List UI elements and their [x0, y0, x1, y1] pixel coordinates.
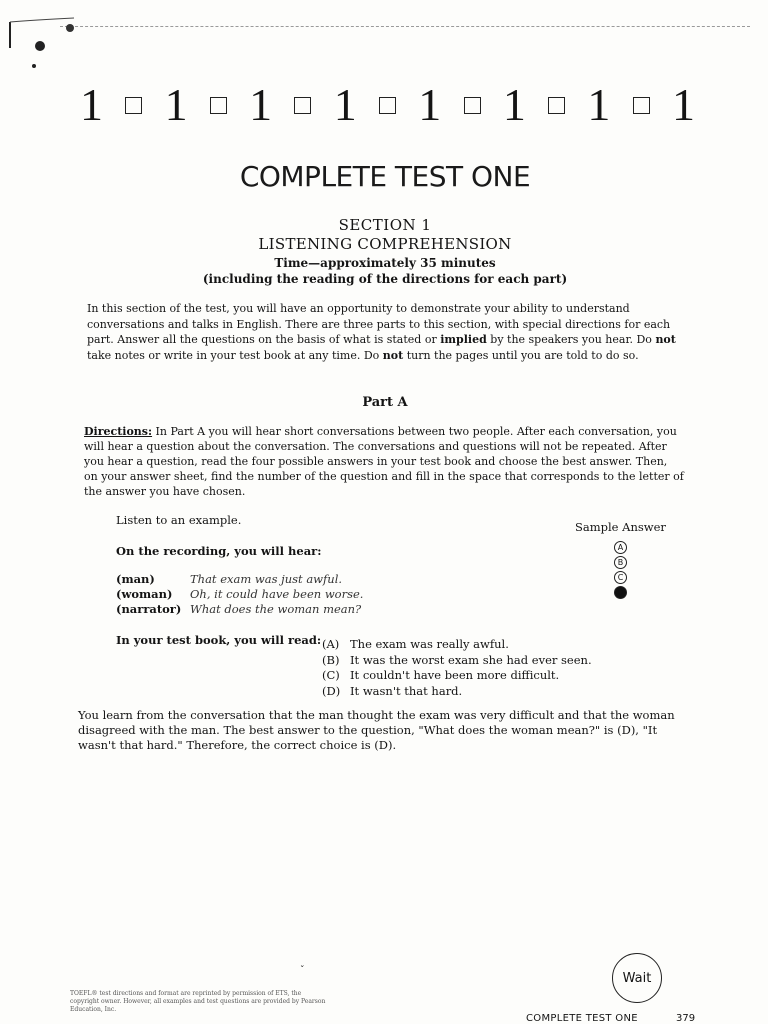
wait-badge: Wait: [612, 953, 662, 1003]
dialog-speaker: (narrator): [116, 602, 182, 616]
test-title: COMPLETE TEST ONE: [239, 160, 531, 193]
scan-speck: ˇ: [300, 966, 305, 976]
section-marker-row: [80, 79, 695, 130]
sample-answer-bubbles: [614, 541, 627, 601]
dialog-line: [116, 587, 363, 602]
recording-label: On the recording, you will hear:: [116, 544, 322, 558]
section-number-1: 1: [164, 79, 188, 130]
section-number-1: 1: [249, 79, 273, 130]
answer-option: [322, 637, 592, 653]
section-time: Time—approximately 35 minutes: [274, 256, 496, 270]
directions-text: In Part A you will hear short conversations between two people. After each conversation, you will hear a question about the conversation. The conversations and questions will not be repeated. After you hear a question, read the four possible answers in your test book and choose the best answer. Then, on your answer sheet, find the number of the question and fill in the space that corresponds to the letter of the answer you have chosen.: [84, 425, 684, 498]
marker-box: [210, 97, 227, 114]
section-number-1: 1: [587, 79, 611, 130]
test-book-label: In your test book, you will read:: [116, 633, 322, 647]
section-name: LISTENING COMPREHENSION: [258, 235, 512, 253]
intro-text: take notes or write in your test book at any time. Do: [87, 348, 383, 362]
section-number: SECTION 1: [338, 216, 432, 234]
marker-box: [633, 97, 650, 114]
dialog-speaker: (woman): [116, 587, 173, 601]
answer-bubble-b: B: [614, 556, 627, 569]
intro-emphasis: implied: [440, 333, 487, 346]
section-number-1: 1: [671, 79, 695, 130]
directions-label: Directions:: [84, 425, 153, 438]
page-number: 379: [676, 1013, 696, 1024]
section-number-1: 1: [418, 79, 442, 130]
marker-box: [294, 97, 311, 114]
option-text: The exam was really awful.: [350, 637, 509, 651]
answer-option: [322, 653, 592, 669]
section-number-1: 1: [80, 79, 103, 130]
section-intro: [87, 301, 685, 363]
footer-test-label: COMPLETE TEST ONE: [526, 1013, 638, 1024]
dialog-text: That exam was just awful.: [190, 572, 343, 586]
sample-answer-label: Sample Answer: [575, 520, 666, 534]
directions: [84, 424, 684, 499]
top-scan-line: [60, 26, 750, 27]
marker-box: [464, 97, 481, 114]
section-number-1: 1: [333, 79, 357, 130]
part-heading: Part A: [362, 395, 408, 410]
intro-text: by the speakers you hear. Do: [486, 333, 656, 346]
example-explanation: You learn from the conversation that the man thought the exam was very difficult and that the woman disagreed with the man. The best answer to the question, "What does the woman mean?" is (D), "It wasn't that hard." Therefore, the correct choice is (D).: [78, 708, 675, 752]
dialog-line: [116, 572, 363, 587]
section-number-1: 1: [502, 79, 526, 130]
answer-option: [322, 684, 592, 700]
option-letter: (D): [322, 683, 341, 698]
intro-emphasis: not: [382, 348, 404, 362]
intro-text: In this section of the test, you will have an opportunity to demonstrate your ability to understand conversations and talks in English. There are three parts to this section, with special directions for each part. Answer all the questions on the basis of what is stated or: [87, 302, 671, 346]
dialog-text: What does the woman mean?: [190, 602, 362, 616]
intro-text: turn the pages until you are told to do so.: [403, 348, 639, 362]
scan-corner-mark: [4, 8, 84, 78]
option-text: It wasn't that hard.: [350, 683, 463, 698]
marker-box: [548, 97, 565, 114]
marker-box: [379, 97, 396, 114]
intro-emphasis: not: [655, 333, 676, 346]
option-text: It was the worst exam she had ever seen.: [350, 652, 592, 667]
marker-box: [125, 97, 142, 114]
example-dialog: [116, 572, 363, 617]
dialog-text: Oh, it could have been worse.: [190, 587, 364, 601]
answer-bubble-c: C: [614, 571, 627, 584]
answer-bubble-a: A: [614, 541, 627, 554]
option-letter: (C): [322, 668, 340, 682]
copyright-footnote: TOEFL® test directions and format are reprinted by permission of ETS, the copyright owner. However, all examples and test questions are provided by Pearson Education, Inc.: [70, 990, 326, 1013]
answer-option: [322, 668, 592, 684]
answer-options: [322, 637, 592, 699]
dialog-speaker: (man): [116, 572, 155, 586]
answer-bubble-d-filled: D: [614, 586, 627, 599]
option-letter: (B): [322, 652, 340, 667]
option-letter: (A): [322, 637, 340, 651]
section-time-note: (including the reading of the directions for each part): [202, 272, 568, 286]
option-text: It couldn't have been more difficult.: [350, 668, 560, 682]
listen-example-label: Listen to an example.: [116, 513, 242, 527]
dialog-line: [116, 602, 363, 617]
